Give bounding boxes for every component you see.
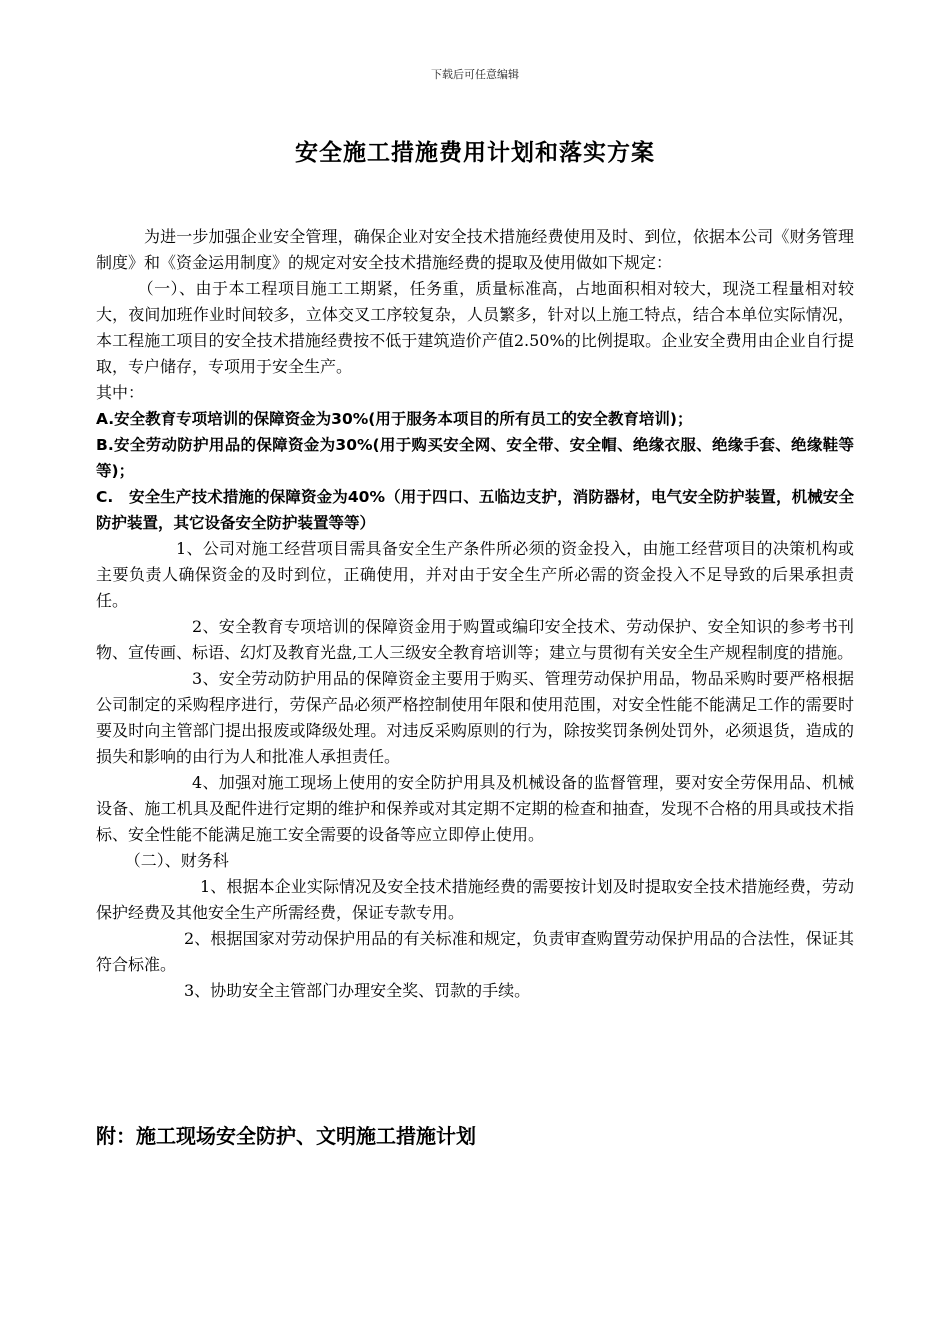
page-header-note: 下载后可任意编辑 [431,68,519,81]
paragraph: 2、安全教育专项培训的保障资金用于购置或编印安全技术、劳动保护、安全知识的参考书刊物、宣传画、标语、幻灯及教育光盘,工人三级安全教育培训等；建立与贯彻有关安全生产规程制度的措施。 [96,617,854,662]
paragraph: 其中： [96,383,145,402]
paragraph: （一）、由于本工程项目施工工期紧，任务重，质量标准高，占地面积相对较大，现浇工程量相对较大，夜间加班作业时间较多，立体交叉工序较复杂，人员繁多，针对以上施工特点，结合本单位实际情况，本工程施工项目的安全技术措施经费按不低于建筑造价产值2.50%的比例提取。企业安全费用由企业自行提取，专户储存，专项用于安全生产。 [96,279,854,376]
appendix-heading: 附：施工现场安全防护、文明施工措施计划 [96,1124,476,1148]
paragraph: 2、根据国家对劳动保护用品的有关标准和规定，负责审查购置劳动保护用品的合法性，保证其符合标准。 [96,929,854,974]
paragraph: 3、安全劳动防护用品的保障资金主要用于购买、管理劳动保护用品，物品采购时要严格根据公司制定的采购程序进行，劳保产品必须严格控制使用年限和使用范围，对安全性能不能满足工作的需要时要及时向主管部门提出报废或降级处理。对违反采购原则的行为，除按奖罚条例处罚外，必须退货，造成的损失和影响的由行为人和批准人承担责任。 [96,669,854,766]
document-body [96,224,854,1004]
paragraph-bold: B.安全劳动防护用品的保障资金为30%(用于购买安全网、安全带、安全帽、绝缘衣服、绝缘手套、绝缘鞋等等)； [96,436,854,480]
paragraph: 1、根据本企业实际情况及安全技术措施经费的需要按计划及时提取安全技术措施经费，劳动保护经费及其他安全生产所需经费，保证专款专用。 [96,877,854,922]
paragraph: 1、公司对施工经营项目需具备安全生产条件所必须的资金投入，由施工经营项目的决策机构或主要负责人确保资金的及时到位，正确使用，并对由于安全生产所必需的资金投入不足导致的后果承担责任。 [96,539,854,610]
paragraph: 4、加强对施工现场上使用的安全防护用具及机械设备的监督管理，要对安全劳保用品、机械设备、施工机具及配件进行定期的维护和保养或对其定期不定期的检查和抽查，发现不合格的用具或技术指标、安全性能不能满足施工安全需要的设备等应立即停止使用。 [96,773,854,844]
paragraph: 3、协助安全主管部门办理安全奖、罚款的手续。 [184,981,531,1000]
paragraph: （二）、财务科 [124,851,229,870]
paragraph: 为进一步加强企业安全管理，确保企业对安全技术措施经费使用及时、到位，依据本公司《财务管理制度》和《资金运用制度》的规定对安全技术措施经费的提取及使用做如下规定： [96,227,854,272]
paragraph-bold: C. 安全生产技术措施的保障资金为40%（用于四口、五临边支护，消防器材，电气安全防护装置，机械安全防护装置，其它设备安全防护装置等等） [96,488,854,532]
document-title: 安全施工措施费用计划和落实方案 [295,140,655,166]
paragraph-bold: A.安全教育专项培训的保障资金为30%(用于服务本项目的所有员工的安全教育培训)； [96,410,693,428]
